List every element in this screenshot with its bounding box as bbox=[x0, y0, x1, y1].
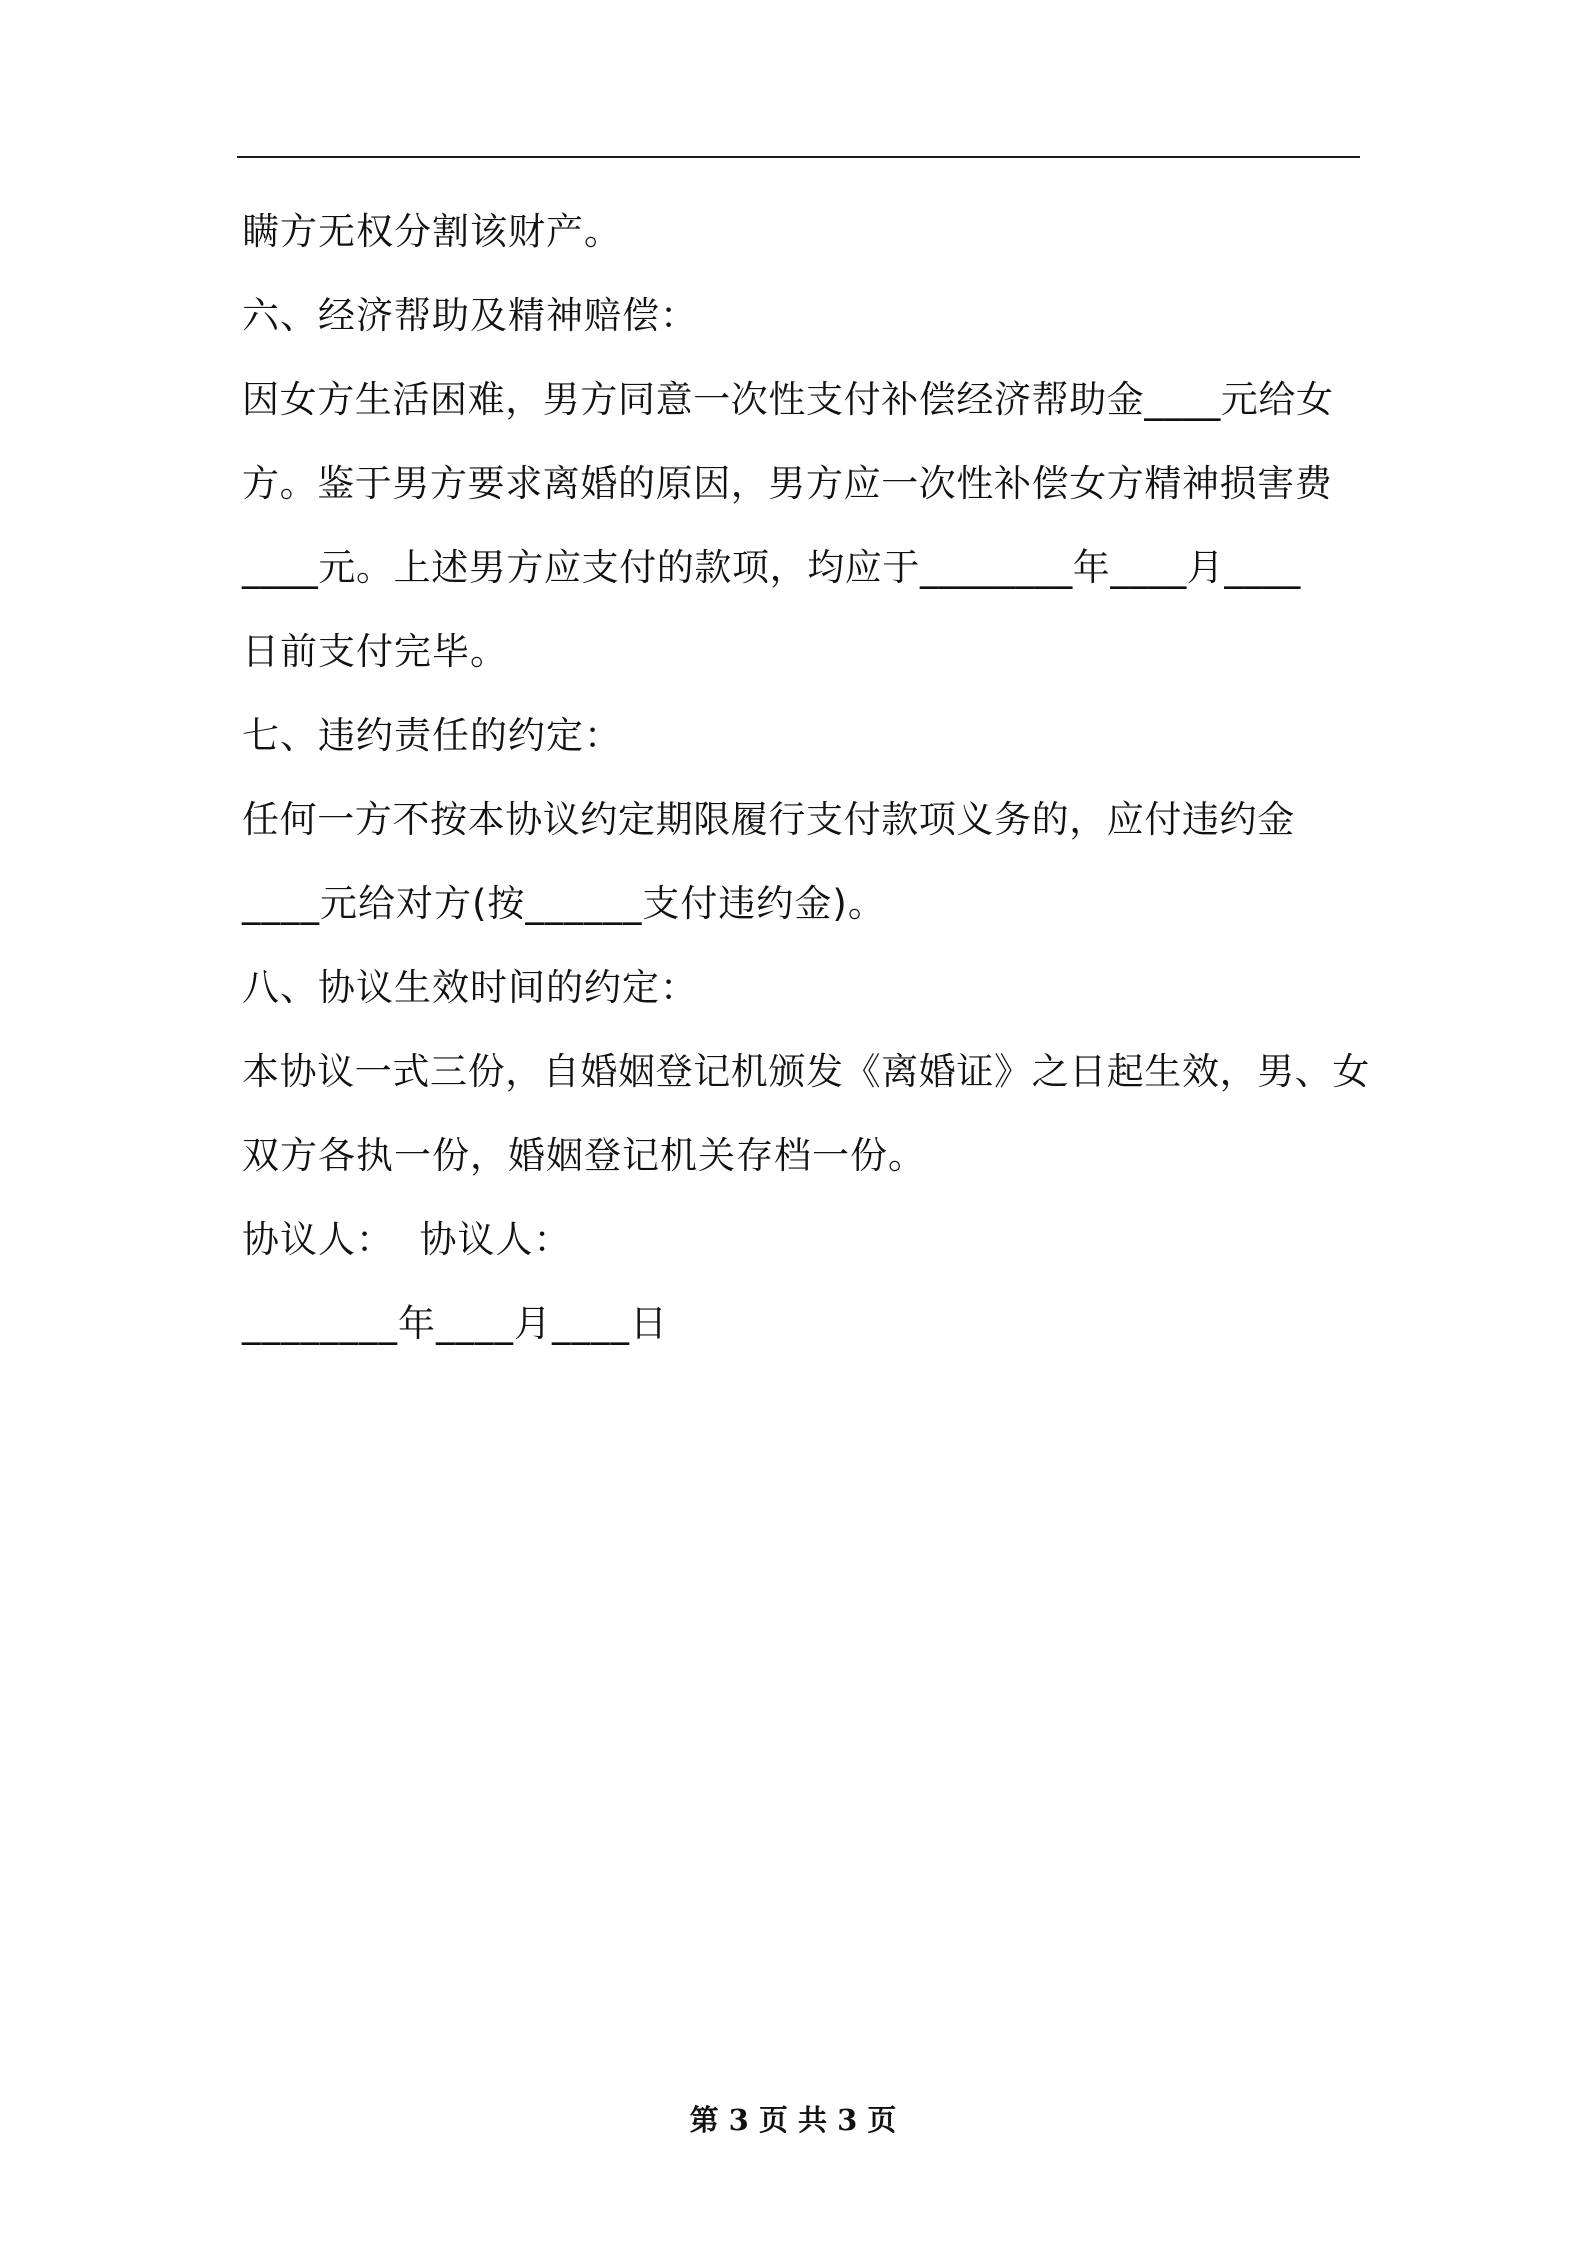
text-line: 本协议一式三份，自婚姻登记机颁发《离婚证》之日起生效，男、女 bbox=[242, 1050, 1370, 1093]
text-line: ____元给对方(按______支付违约金)。 bbox=[242, 882, 886, 925]
section-heading-6: 六、经济帮助及精神赔偿： bbox=[242, 294, 698, 337]
section-heading-7: 七、违约责任的约定： bbox=[242, 714, 622, 757]
text-line: ____元。上述男方应支付的款项，均应于________年____月____ bbox=[242, 546, 1301, 589]
text-line: 瞒方无权分割该财产。 bbox=[242, 210, 622, 253]
header-divider bbox=[237, 156, 1360, 158]
section-heading-8: 八、协议生效时间的约定： bbox=[242, 966, 698, 1009]
document-body bbox=[242, 190, 1370, 1366]
signature-line: 协议人： 协议人： bbox=[242, 1218, 572, 1261]
text-line: 任何一方不按本协议约定期限履行支付款项义务的，应付违约金 bbox=[242, 798, 1295, 841]
text-line: 双方各执一份，婚姻登记机关存档一份。 bbox=[242, 1134, 926, 1177]
date-line: ________年____月____日 bbox=[242, 1302, 668, 1345]
text-line: 日前支付完毕。 bbox=[242, 630, 508, 673]
page-number: 第 3 页 共 3 页 bbox=[689, 2103, 897, 2137]
text-line: 因女方生活困难，男方同意一次性支付补偿经济帮助金____元给女 bbox=[242, 378, 1334, 421]
text-line: 方。鉴于男方要求离婚的原因，男方应一次性补偿女方精神损害费 bbox=[242, 462, 1333, 505]
